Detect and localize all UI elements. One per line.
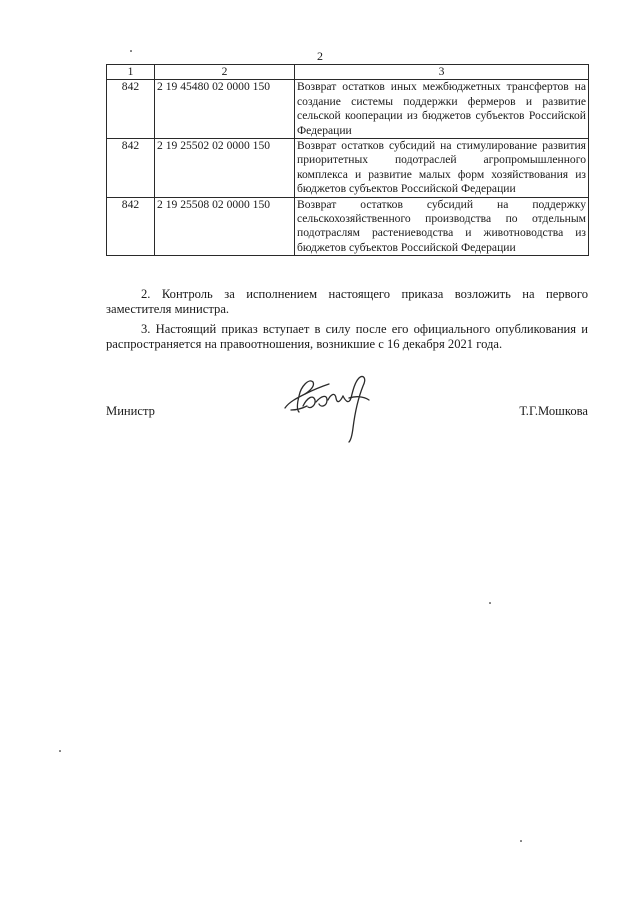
- table-row: [107, 197, 589, 256]
- column-header-2: 2: [155, 65, 295, 80]
- scan-speck: [520, 840, 522, 842]
- scan-speck: [130, 50, 132, 52]
- scan-speck: [59, 750, 61, 752]
- description-cell: Возврат остатков субсидий на поддержку сельскохозяйственного производства по отдельным подотраслям растениеводства и животноводства из бюджетов субъектов Российской Федерации: [295, 197, 589, 256]
- budget-code-cell: 2 19 25502 02 0000 150: [155, 139, 295, 198]
- table-header-row: [107, 65, 589, 80]
- signatory-name: Т.Г.Мошкова: [519, 404, 588, 418]
- handwritten-signature: [283, 372, 383, 444]
- table-row: [107, 139, 589, 198]
- admin-code-cell: 842: [107, 80, 155, 139]
- paragraph-effective-date: 3. Настоящий приказ вступает в силу после его официального опубликования и распространяется на правоотношения, возникшие с 16 декабря 2021 года.: [106, 322, 588, 351]
- table-row: [107, 80, 589, 139]
- column-header-1: 1: [107, 65, 155, 80]
- scan-speck: [489, 602, 491, 604]
- budget-codes-table: [106, 64, 589, 256]
- column-header-3: 3: [295, 65, 589, 80]
- description-cell: Возврат остатков иных межбюджетных трансфертов на создание системы поддержки фермеров и развитие сельской кооперации из бюджетов субъектов Российской Федерации: [295, 80, 589, 139]
- paragraph-control: 2. Контроль за исполнением настоящего приказа возложить на первого заместителя министра.: [106, 287, 588, 316]
- budget-code-cell: 2 19 45480 02 0000 150: [155, 80, 295, 139]
- admin-code-cell: 842: [107, 197, 155, 256]
- budget-code-cell: 2 19 25508 02 0000 150: [155, 197, 295, 256]
- signatory-title: Министр: [106, 404, 155, 418]
- page-number: 2: [317, 49, 323, 63]
- description-cell: Возврат остатков субсидий на стимулирование развития приоритетных подотраслей агропромышленного комплекса и развитие малых форм хозяйствования из бюджетов субъектов Российской Федерации: [295, 139, 589, 198]
- admin-code-cell: 842: [107, 139, 155, 198]
